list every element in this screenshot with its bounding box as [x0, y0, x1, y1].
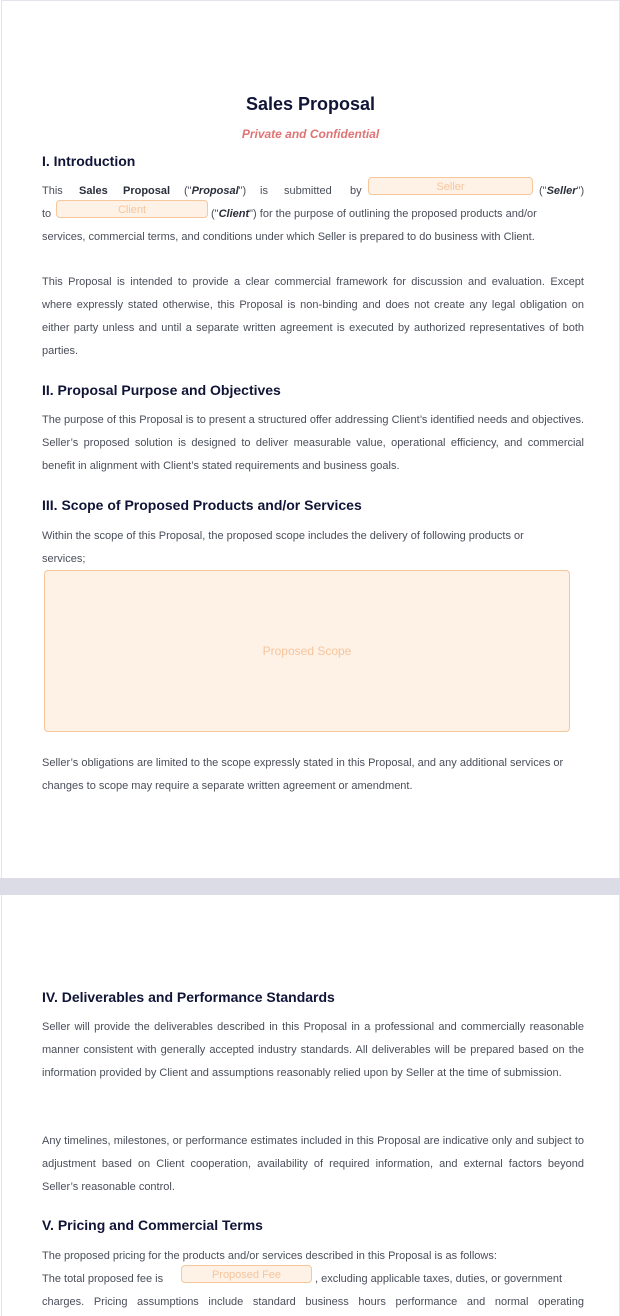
intro-word: Proposal	[123, 185, 171, 197]
intro-word: Sales	[79, 185, 108, 197]
intro-line: services, commercial terms, and conditions under which Seller is prepared to do business with Client.	[42, 231, 535, 243]
client-name-field[interactable]: Client	[56, 200, 208, 218]
section-5-fee-prefix: The total proposed fee is	[42, 1273, 164, 1285]
document-page-2	[1, 895, 620, 1316]
intro-word: is	[260, 185, 268, 197]
section-5-heading: V. Pricing and Commercial Terms	[42, 1217, 263, 1233]
section-2-paragraph: The purpose of this Proposal is to present a structured offer addressing Client’s identified needs and objectives. Seller’s proposed solution is designed to deliver measurable value, operational efficiency, and commercial benefit in alignment with Client’s stated requirements and business goals.	[42, 414, 584, 472]
section-1-heading: I. Introduction	[42, 153, 136, 169]
document-page-1	[1, 0, 620, 879]
section-3-heading: III. Scope of Proposed Products and/or Services	[42, 497, 362, 513]
proposed-fee-field[interactable]: Proposed Fee	[181, 1265, 312, 1283]
intro-proposal-defined: ("Proposal")	[184, 185, 247, 197]
intro-paragraph-2: This Proposal is intended to provide a clear commercial framework for discussion and evaluation. Except where expressly stated otherwise, this Proposal is non-binding and does not create any legal obligation on either party unless and until a separate written agreement is executed by authorized representatives of both parties.	[42, 276, 584, 357]
section-3-intro: Within the scope of this Proposal, the proposed scope includes the delivery of following products or services;	[42, 530, 524, 565]
section-5-fee-suffix: , excluding applicable taxes, duties, or government	[315, 1273, 563, 1285]
section-5-line-3: charges. Pricing assumptions include standard business hours performance and normal operating	[42, 1296, 584, 1308]
seller-defined: ("Seller")	[539, 185, 585, 197]
section-4-paragraph-1: Seller will provide the deliverables described in this Proposal in a professional and commercially reasonable manner consistent with generally accepted industry standards. All deliverables will be prepared based on the information provided by Client and assumptions reasonably relied upon by Seller at the time of submission.	[42, 1021, 584, 1079]
page-separator	[0, 878, 620, 895]
document-subtitle: Private and Confidential	[241, 127, 380, 141]
intro-word: by	[350, 185, 362, 197]
seller-name-field[interactable]: Seller	[368, 177, 533, 195]
intro-word: to	[42, 208, 52, 220]
section-2-heading: II. Proposal Purpose and Objectives	[42, 382, 281, 398]
section-3-after: Seller’s obligations are limited to the scope expressly stated in this Proposal, and any additional services or changes to scope may require a separate written agreement or amendment.	[42, 757, 564, 792]
section-4-paragraph-2: Any timelines, milestones, or performance estimates included in this Proposal are indicative only and subject to adjustment based on Client cooperation, availability of required information, and external factors beyond Seller’s reasonable control.	[42, 1135, 584, 1193]
document-title: Sales Proposal	[245, 94, 376, 114]
client-defined: ("Client") for the purpose of outlining the proposed products and/or	[211, 208, 537, 220]
proposed-scope-field[interactable]: Proposed Scope	[44, 570, 570, 732]
intro-word: submitted	[284, 185, 332, 197]
section-5-line-1: The proposed pricing for the products and/or services described in this Proposal is as follows:	[42, 1250, 497, 1262]
intro-word: This	[42, 185, 63, 197]
section-4-heading: IV. Deliverables and Performance Standards	[42, 989, 335, 1005]
